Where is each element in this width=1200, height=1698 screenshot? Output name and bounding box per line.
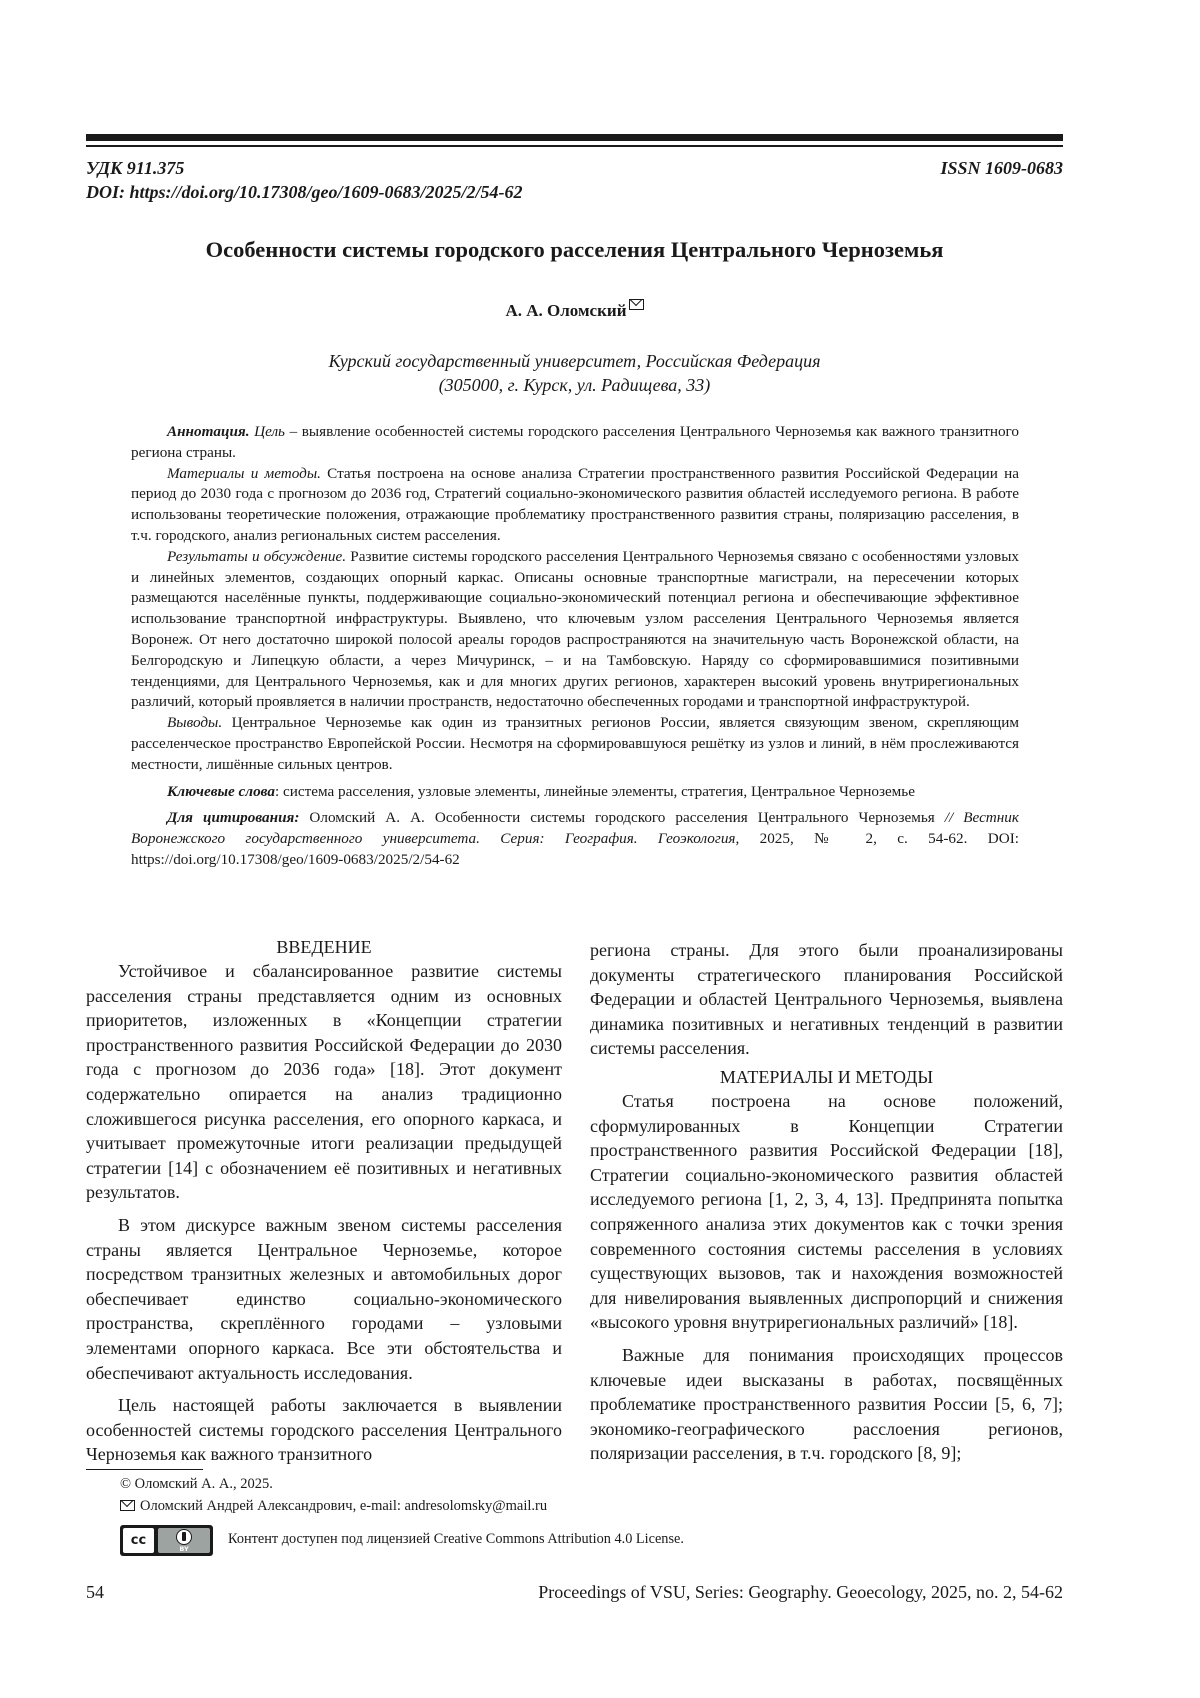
footnote-contact-line — [120, 1496, 547, 1516]
citation-doi[interactable]: DOI: https://doi.org/10.17308/geo/1609-0683/2025/2/54-62 — [131, 830, 1019, 868]
abstract-goal — [131, 422, 1019, 464]
envelope-icon — [120, 1500, 135, 1511]
intro-paragraph-3: Цель настоящей работы заключается в выявлении особенностей системы городского расселения Центрального Черноземья как важного транзитного — [86, 1395, 562, 1465]
citation-journal: // Вестник Воронежского государственного университета. Серия: География. Геоэкология — [131, 809, 1020, 848]
goal-label: Цель — [254, 423, 285, 440]
header-rule-thin — [86, 145, 1063, 147]
footnote-copyright: © Оломский А. А., 2025. — [120, 1476, 273, 1492]
materials-label: Материалы и методы. — [167, 464, 321, 482]
doi: DOI: https://doi.org/10.17308/geo/1609-0683/2025/2/54-62 — [86, 182, 523, 202]
author-name: А. А. Оломский — [505, 301, 627, 320]
footnote-contact: Оломский Андрей Александрович, e-mail: andresolomsky@mail.ru — [140, 1498, 548, 1514]
abstract-conclusions — [131, 713, 1019, 775]
affiliation-line-1: Курский государственный университет, Российская Федерация — [328, 351, 821, 371]
cc-logo: cc — [123, 1528, 154, 1553]
article-title: Особенности системы городского расселения Центрального Черноземья — [205, 237, 944, 262]
header-rule-thick — [86, 134, 1063, 141]
page-number: 54 — [86, 1582, 104, 1602]
methods-paragraph-2: Важные для понимания происходящих процессов ключевые идеи высказаны в работах, посвящённых проблематике пространственного развития России [5, 6, 7]; экономико-географического расслоения регионов, поляризации расселения, в т.ч. городского [8, 9]; — [590, 1344, 1063, 1464]
intro-paragraph-2: В этом дискурсе важным звеном системы расселения страны является Центральное Черноземье, которое посредством транзитных железных и автомобильных дорог обеспечивает единство социально-экономического пространства, скреплённого городами – узловыми элементами опорного каркаса. Все эти обстоятельства и обеспечивают актуальность исследования. — [86, 1214, 562, 1383]
envelope-icon — [629, 299, 644, 310]
abstract-materials — [131, 464, 1019, 547]
body-column-left — [86, 935, 562, 1467]
citation-label: Для цитирования: — [167, 809, 300, 827]
affiliation — [86, 349, 1063, 397]
intro-paragraph-3-continued: региона страны. Для этого были проанализированы документы стратегического планирования Российской Федерации и областей Центрального Черноземья, выявлена динамика позитивных и негативных тенденций в развитии системы расселения. — [590, 940, 1063, 1059]
udk-code: УДК 911.375 — [86, 158, 185, 178]
citation-text: Оломский А. А. Особенности системы городского расселения Центрального Черноземья — [299, 809, 935, 827]
keywords-text: : система расселения, узловые элементы, линейные элементы, стратегия, Центральное Черноземье — [274, 782, 915, 800]
affiliation-line-2: (305000, г. Курск, ул. Радищева, 33) — [438, 375, 711, 395]
attribution-person-icon — [176, 1529, 192, 1545]
keywords — [131, 782, 1019, 803]
results-text: Развитие системы городского расселения Центрального Черноземья связано с особенностями узловых и линейных элементов, создающих опорный каркас. Описаны основные транспортные магистрали, на пересечении которых размещаются населённые пункты, поддерживающие социально-экономический потенциал региона и обеспечивающие эффективное использование транспортной инфраструктуры. Выявлено, что ключевым узлом расселения Центрального Черноземья является Воронеж. От него достаточно широкой полосой ареалы городов распространяются на значительную часть Воронежской области, на Белгородскую и Липецкую области, а через Мичуринск, – и на Тамбовскую. Наряду со сформировавшимися позитивными тенденциями, для Центрального Черноземья, как и для многих других регионов, характерен высокий уровень внутрирегиональных различий, который проявляется в наличии пространств, недостаточно обеспеченных городами и транспортной инфраструктурой. — [131, 547, 1019, 711]
conclusions-label: Выводы. — [167, 714, 223, 732]
keywords-label: Ключевые слова — [167, 782, 275, 800]
conclusions-text: Центральное Черноземье как один из транзитных регионов России, является связующим звеном, скрепляющим расселенческое пространство Европейской России. Несмотря на сформировавшуюся решётку из узлов и линий, в нём прослеживаются местности, лишённые сильных центров. — [131, 714, 1019, 773]
cc-by-badge[interactable] — [120, 1525, 213, 1556]
footnote-rule — [86, 1469, 203, 1470]
methods-heading: МАТЕРИАЛЫ И МЕТОДЫ — [719, 1066, 934, 1087]
intro-paragraph-1: Устойчивое и сбалансированное развитие системы расселения страны представляется одним из основных приоритетов, изложенных в «Концепции стратегии пространственного развития Российской Федерации до 2030 года с прогнозом до 2036 года» [18]. Этот документ содержательно опирается на анализ традиционно сложившегося рисунка расселения, его опорного каркаса, и учитывает промежуточные итоги реализации предыдущей стратегии [14] с обозначением её позитивных и негативных результатов. — [86, 961, 562, 1203]
annotation-label: Аннотация. — [167, 423, 250, 440]
abstract-block — [131, 422, 1019, 871]
results-label: Результаты и обсуждение. — [167, 547, 347, 565]
citation — [131, 808, 1019, 870]
abstract-results — [131, 547, 1019, 713]
license-text: Контент доступен под лицензией Creative Commons Attribution 4.0 License. — [228, 1531, 684, 1547]
methods-paragraph-1: Статья построена на основе положений, сформулированных в Концепции Стратегии пространственного развития Российской Федерации [18], Стратегии социально-экономического развития областей исследуемого региона [1, 2, 3, 4, 13]. Предпринята попытка сопряженного анализа этих документов как с точки зрения современного состояния системы расселения в условиях существующих вызовов, так и нахождения возможностей для нивелирования выявленных диспропорций и снижения «высокого уровня внутрирегиональных различий» [18]. — [590, 1090, 1063, 1333]
goal-text: – выявление особенностей системы городского расселения Центрального Черноземья как важного транзитного региона страны. — [131, 423, 1020, 461]
cc-by-label: BY — [179, 1545, 189, 1553]
citation-issue: , 2025, № 2, с. 54-62. — [735, 830, 968, 848]
intro-heading: ВВЕДЕНИЕ — [276, 937, 372, 957]
journal-footer: Proceedings of VSU, Series: Geography. Geoecology, 2025, no. 2, 54-62 — [538, 1582, 1063, 1602]
issn: ISSN 1609-0683 — [940, 158, 1063, 178]
body-column-right — [590, 938, 1063, 1466]
materials-text: Статья построена на основе анализа Стратегии пространственного развития Российской Федерации на период до 2030 года с прогнозом до 2036 год, Стратегий социально-экономического развития областей исследуемого региона. В работе использованы теоретические положения, отражающие проблематику пространственного развития страны, поляризацию расселения, в т.ч. городского, анализ региональных систем расселения. — [131, 464, 1019, 544]
author-line — [86, 299, 1063, 321]
